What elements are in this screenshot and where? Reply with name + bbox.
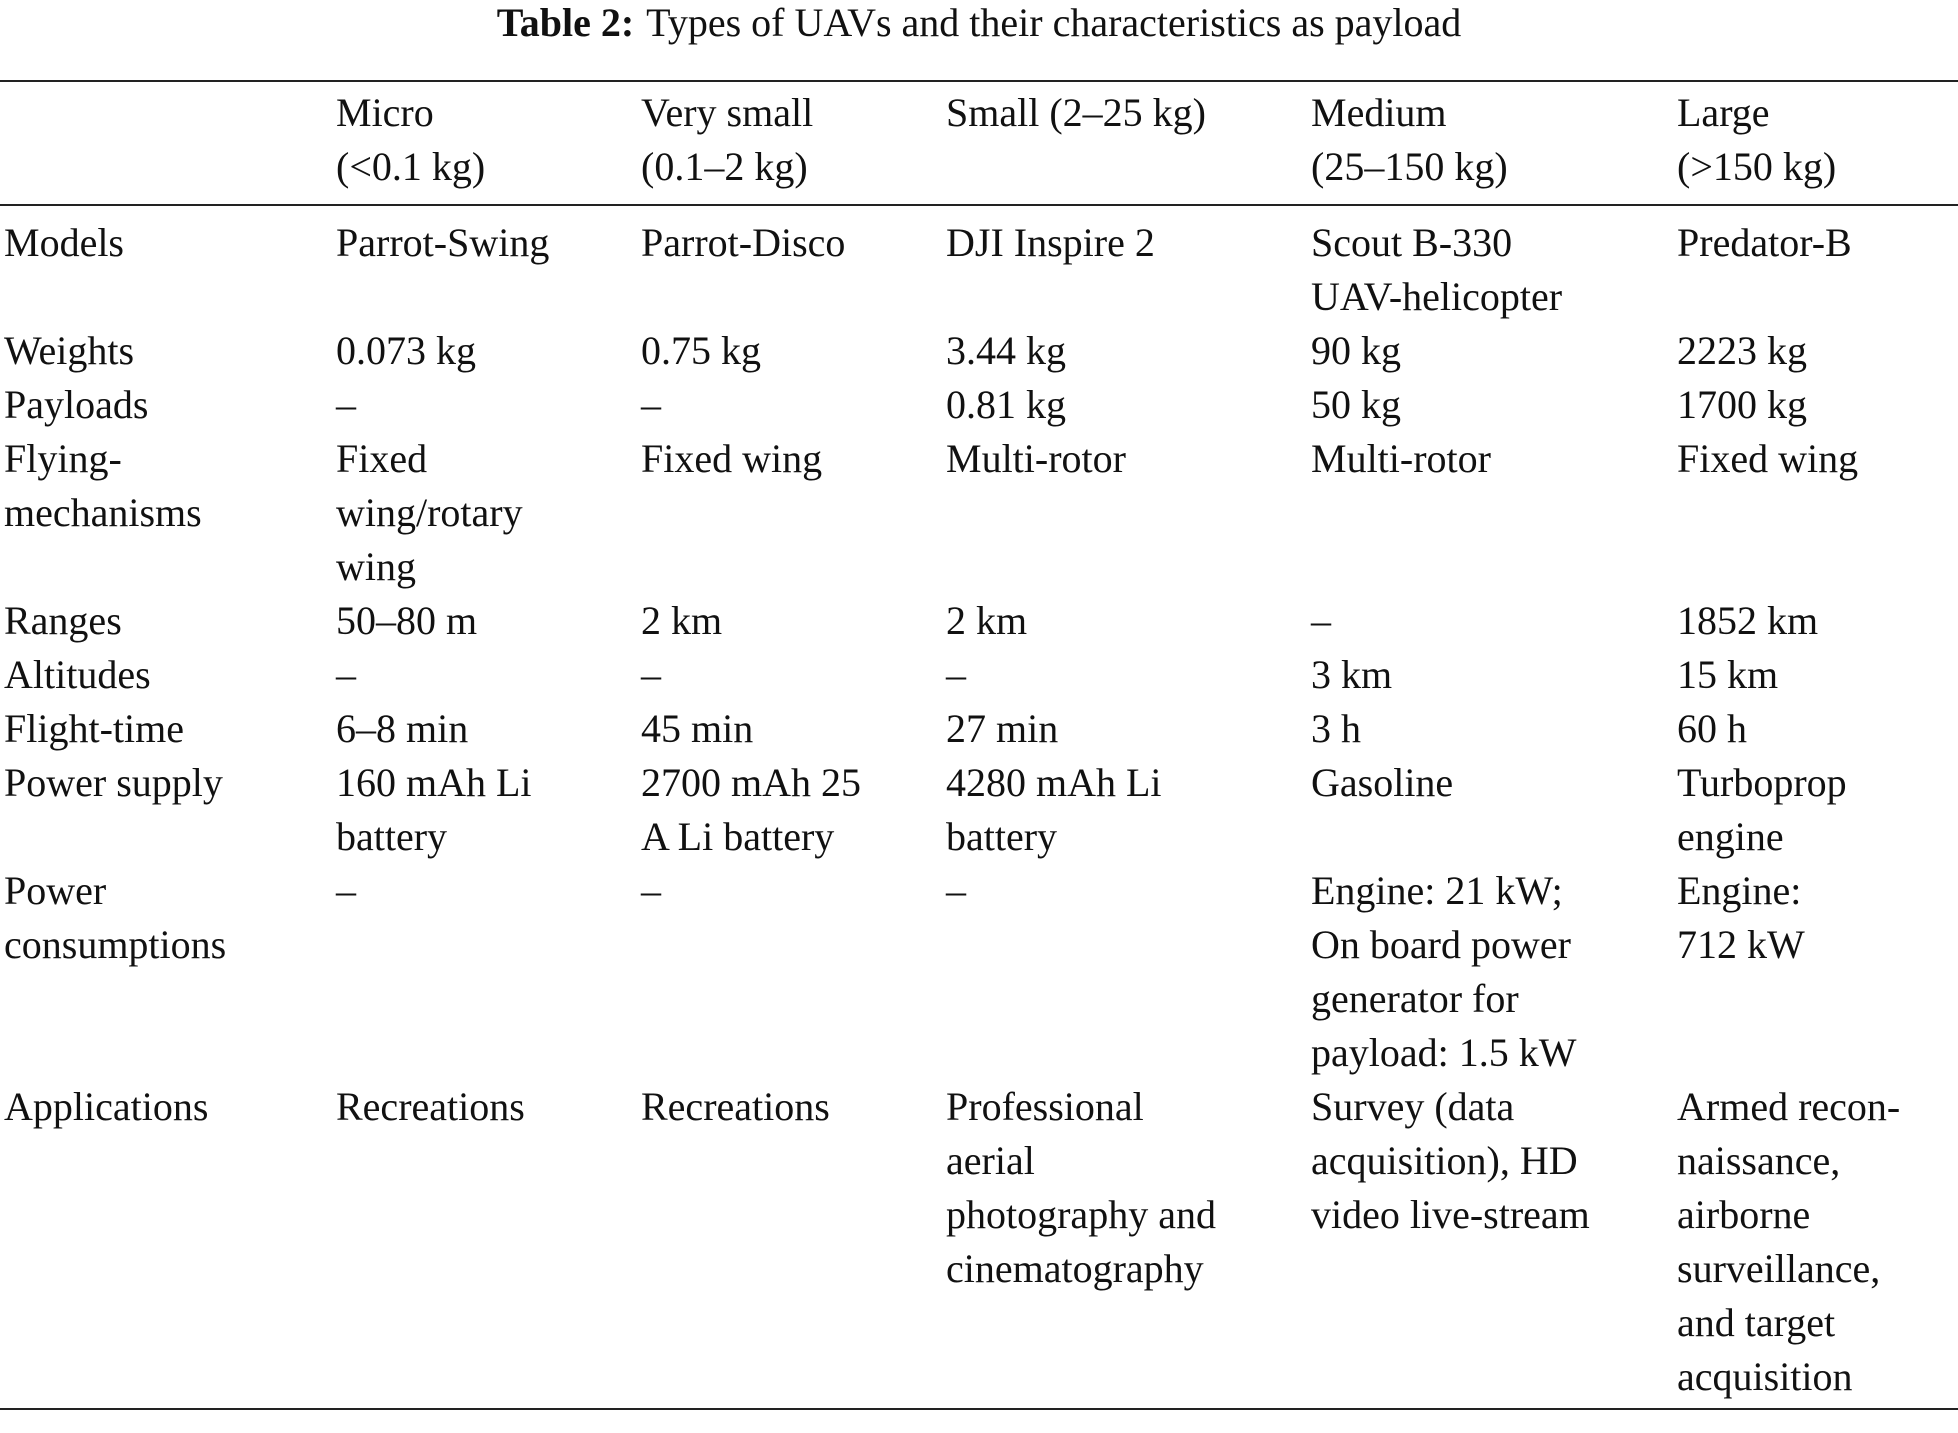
column-header: Micro (<0.1 kg): [336, 90, 486, 189]
table-cell: 0.073 kg: [336, 328, 476, 373]
table-cell: –: [641, 382, 661, 427]
table-cell: –: [336, 868, 356, 913]
bottom-rule: [0, 1408, 1958, 1410]
table-cell: Scout B-330 UAV-helicopter: [1311, 220, 1563, 319]
table-cell: Professional aerial photography and cinematography: [946, 1084, 1216, 1291]
table-cell: Turboprop engine: [1677, 760, 1847, 859]
row-label: Ranges: [4, 598, 122, 643]
table-cell: 0.81 kg: [946, 382, 1066, 427]
header-rule: [0, 204, 1958, 206]
table-body: [0, 204, 1958, 1404]
table-cell: 90 kg: [1311, 328, 1401, 373]
table-caption-label: Table 2:: [496, 0, 635, 45]
table-cell: 2 km: [641, 598, 723, 643]
table-cell: –: [336, 652, 356, 697]
table-cell: Engine: 21 kW; On board power generator for payload: 1.5 kW: [1311, 868, 1577, 1075]
column-header: [0, 80, 332, 204]
table-row: [0, 702, 1958, 756]
table-cell: Parrot-Swing: [336, 220, 550, 265]
header-row: [0, 80, 1958, 204]
table-cell: –: [641, 652, 661, 697]
table-row: [0, 594, 1958, 648]
table-cell: 3 h: [1311, 706, 1361, 751]
row-label: Power consumptions: [4, 868, 227, 967]
table-row: [0, 1080, 1958, 1404]
table-cell: 60 h: [1677, 706, 1747, 751]
table-cell: –: [641, 868, 661, 913]
table-row: [0, 378, 1958, 432]
table-cell: Fixed wing: [641, 436, 823, 481]
table-cell: 2700 mAh 25 A Li battery: [641, 760, 861, 859]
table-cell: Survey (data acquisition), HD video live-stream: [1311, 1084, 1590, 1237]
table-cell: 0.75 kg: [641, 328, 761, 373]
row-label: Payloads: [4, 382, 149, 427]
table-cell: –: [946, 652, 966, 697]
table-cell: Multi-rotor: [1311, 436, 1491, 481]
table-row: [0, 432, 1958, 594]
table-cell: 2 km: [946, 598, 1028, 643]
table-cell: Engine: 712 kW: [1677, 868, 1805, 967]
table-cell: 4280 mAh Li battery: [946, 760, 1162, 859]
table-row: [0, 864, 1958, 1080]
row-label: Flying- mechanisms: [4, 436, 202, 535]
column-header: Small (2–25 kg): [946, 90, 1206, 135]
row-label: Weights: [4, 328, 135, 373]
column-header: Large (>150 kg): [1677, 90, 1837, 189]
table-cell: Recreations: [336, 1084, 525, 1129]
uav-table: [0, 80, 1958, 1404]
table-cell: 3 km: [1311, 652, 1393, 697]
table-cell: 3.44 kg: [946, 328, 1066, 373]
row-label: Applications: [4, 1084, 209, 1129]
table-cell: 27 min: [946, 706, 1059, 751]
table-cell: 50–80 m: [336, 598, 478, 643]
table-cell: –: [1311, 598, 1331, 643]
column-header: Very small (0.1–2 kg): [641, 90, 814, 189]
table-cell: Fixed wing: [1677, 436, 1859, 481]
row-label: Power supply: [4, 760, 223, 805]
table-cell: Gasoline: [1311, 760, 1454, 805]
table-row: [0, 204, 1958, 324]
table-cell: Parrot-Disco: [641, 220, 846, 265]
table-cell: 2223 kg: [1677, 328, 1807, 373]
table-cell: DJI Inspire 2: [946, 220, 1155, 265]
table-cell: 45 min: [641, 706, 754, 751]
row-label: Models: [4, 220, 124, 265]
table-cell: 6–8 min: [336, 706, 469, 751]
table-cell: Fixed wing/rotary wing: [336, 436, 523, 589]
table-cell: –: [336, 382, 356, 427]
table-cell: 1700 kg: [1677, 382, 1807, 427]
table-caption-text: Types of UAVs and their characteristics as payload: [646, 0, 1462, 45]
table-cell: 1852 km: [1677, 598, 1819, 643]
table-row: [0, 648, 1958, 702]
table-cell: Armed recon- naissance, airborne surveillance, and target acquisition: [1677, 1084, 1901, 1399]
table-row: [0, 756, 1958, 864]
row-label: Flight-time: [4, 706, 184, 751]
table-cell: Recreations: [641, 1084, 830, 1129]
table-cell: 50 kg: [1311, 382, 1401, 427]
table-cell: Multi-rotor: [946, 436, 1126, 481]
row-label: Altitudes: [4, 652, 151, 697]
table-cell: Predator-B: [1677, 220, 1852, 265]
table-row: [0, 324, 1958, 378]
table-cell: 15 km: [1677, 652, 1779, 697]
column-header: Medium (25–150 kg): [1311, 90, 1508, 189]
table-cell: –: [946, 868, 966, 913]
table-caption: [0, 0, 1958, 46]
table-cell: 160 mAh Li battery: [336, 760, 532, 859]
